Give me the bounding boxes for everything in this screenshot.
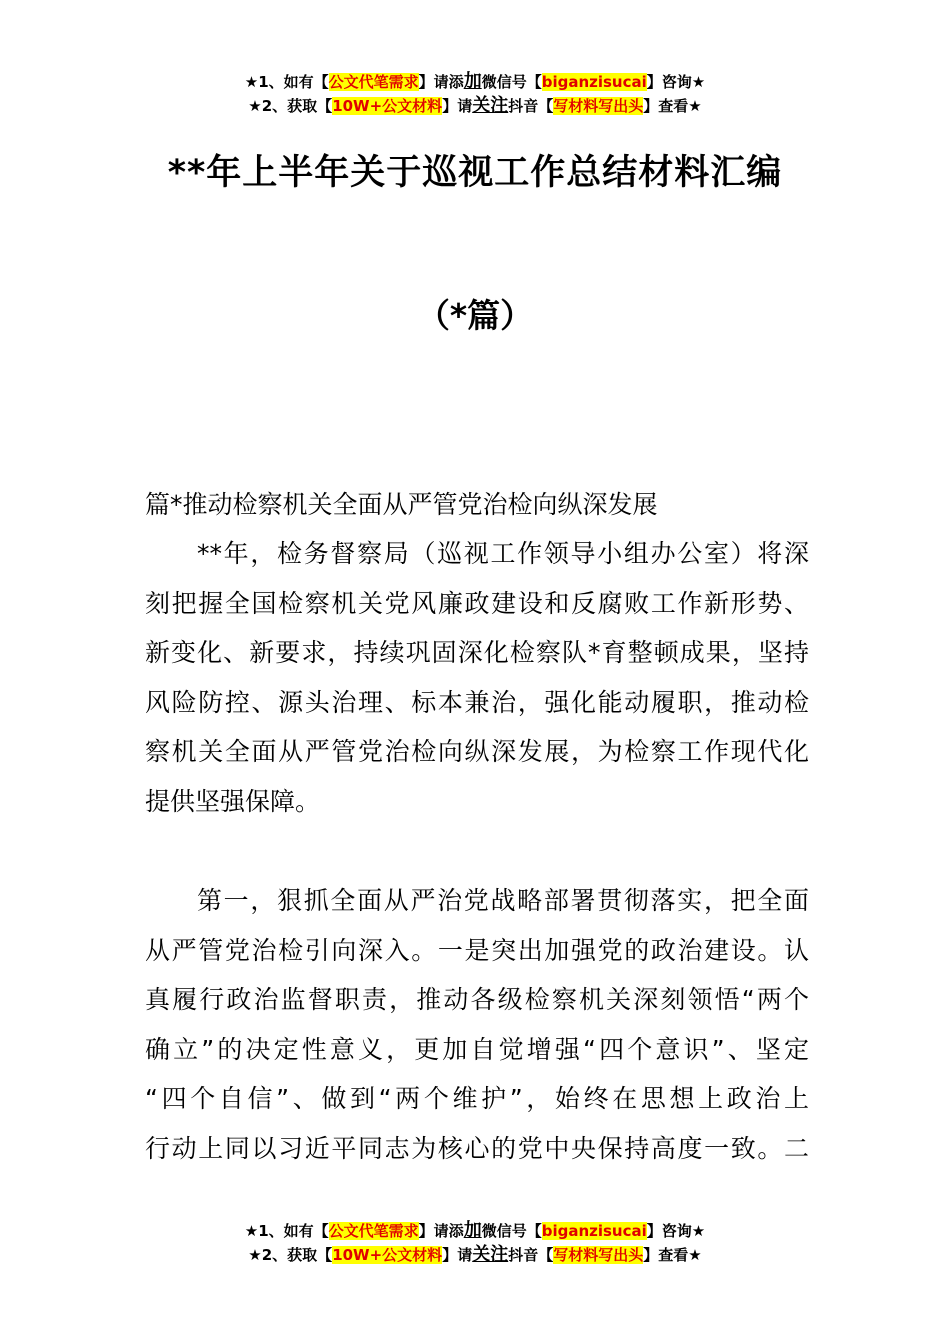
- notice-line-1: [0, 70, 950, 94]
- notice-line-2: [0, 94, 950, 118]
- paragraph-line: “四个自信”、做到“两个维护”，始终在思想上政治上: [145, 1084, 809, 1113]
- section-heading: 篇*推动检察机关全面从严管党治检向纵深发展: [145, 490, 658, 519]
- paragraph-line: 风险防控、源头治理、标本兼治，强化能动履职，推动检: [145, 687, 809, 717]
- notice-highlight: 公文代笔需求: [328, 73, 419, 91]
- notice-text: 微信号【: [481, 1222, 542, 1240]
- notice-text: ★1、如有【: [244, 73, 329, 91]
- paragraph-line: 确立”的决定性意义，更加自觉增强“四个意识”、坚定: [145, 1034, 809, 1064]
- document-subtitle: （*篇）: [416, 296, 534, 335]
- notice-text: 】咨询★: [646, 1222, 706, 1240]
- notice-line-1: [0, 1219, 950, 1243]
- paragraph-line: **年，检务督察局（巡视工作领导小组办公室）将深: [197, 539, 809, 568]
- notice-text: 】咨询★: [646, 73, 706, 91]
- notice-text: 】请添: [418, 73, 464, 91]
- notice-text: 】请: [442, 97, 473, 115]
- notice-text: 】查看★: [643, 1246, 702, 1264]
- notice-banner-top: [0, 70, 950, 118]
- notice-text: 】请添: [418, 1222, 464, 1240]
- document-title: **年上半年关于巡视工作总结材料汇编: [167, 153, 783, 193]
- paragraph-line: 第一，狠抓全面从严治党战略部署贯彻落实，把全面: [197, 886, 809, 915]
- notice-text: ★1、如有【: [244, 1222, 329, 1240]
- notice-highlight: 写材料写出头: [553, 1246, 644, 1264]
- notice-highlight: biganzisucai: [541, 73, 647, 91]
- notice-text: 】请: [442, 1246, 473, 1264]
- notice-highlight: biganzisucai: [541, 1222, 647, 1240]
- notice-highlight: 10W+公文材料: [332, 1246, 443, 1264]
- notice-text: 】查看★: [643, 97, 702, 115]
- paragraph-2: [145, 882, 809, 1179]
- notice-highlight: 10W+公文材料: [332, 97, 443, 115]
- notice-emphasis: 加: [463, 1220, 482, 1241]
- paragraph-line: 刻把握全国检察机关党风廉政建设和反腐败工作新形势、: [145, 588, 809, 618]
- notice-text: ★2、获取【: [248, 97, 333, 115]
- paragraph-line: 提供坚强保障。: [145, 786, 321, 816]
- notice-emphasis: 加: [463, 71, 482, 92]
- notice-emphasis: 关注: [472, 95, 509, 116]
- paragraph-line: 察机关全面从严管党治检向纵深发展，为检察工作现代化: [145, 737, 809, 766]
- paragraph-line: 真履行政治监督职责，推动各级检察机关深刻领悟“两个: [145, 985, 809, 1014]
- notice-emphasis: 关注: [472, 1244, 509, 1265]
- paragraph-line: 行动上同以习近平同志为核心的党中央保持高度一致。二: [145, 1133, 809, 1163]
- paragraph-line: 从严管党治检引向深入。一是突出加强党的政治建设。认: [145, 935, 809, 965]
- notice-text: 微信号【: [481, 73, 542, 91]
- notice-text: 抖音【: [508, 1246, 554, 1264]
- notice-text: 抖音【: [508, 97, 554, 115]
- notice-highlight: 公文代笔需求: [328, 1222, 419, 1240]
- paragraph-1: [145, 535, 809, 832]
- paragraph-line: 新变化、新要求，持续巩固深化检察队*育整顿成果，坚持: [145, 638, 809, 667]
- notice-line-2: [0, 1243, 950, 1267]
- notice-banner-bottom: [0, 1219, 950, 1267]
- notice-text: ★2、获取【: [248, 1246, 333, 1264]
- notice-highlight: 写材料写出头: [553, 97, 644, 115]
